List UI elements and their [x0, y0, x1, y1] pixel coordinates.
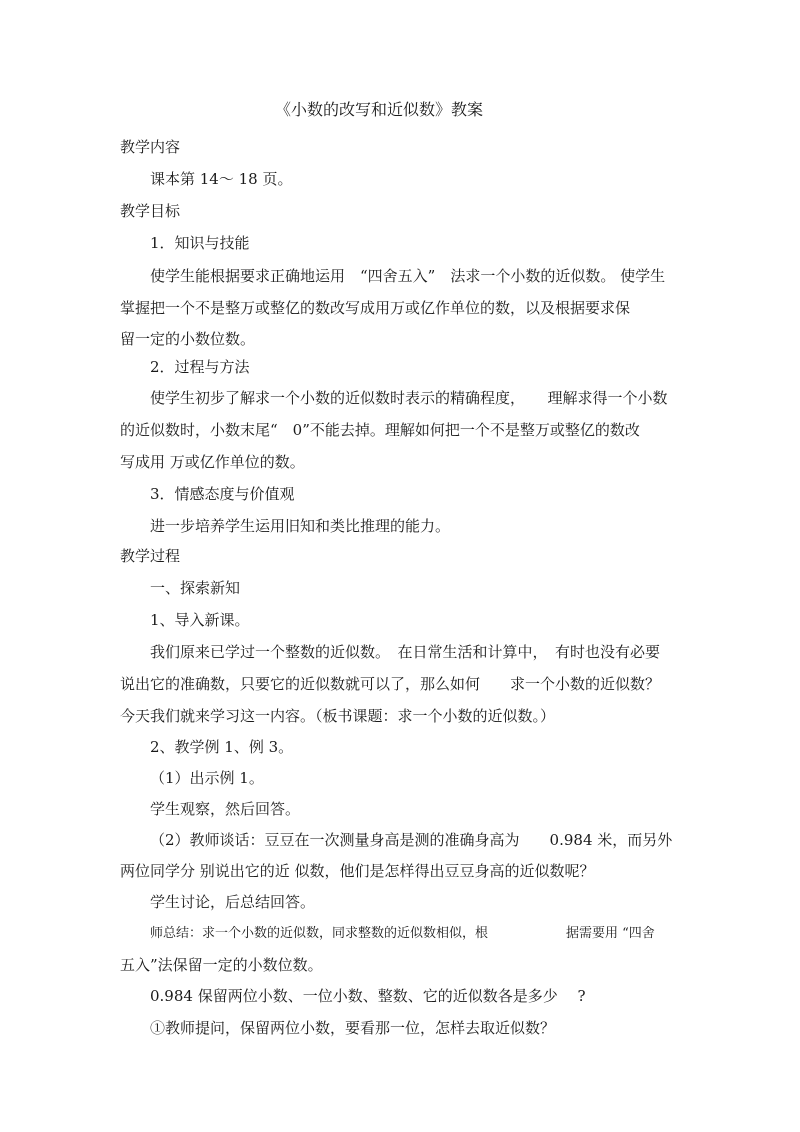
subsection-heading: 3．情感态度与价值观	[150, 485, 295, 503]
subsection-heading: 2、教学例 1、例 3。	[150, 738, 294, 756]
subsection-heading: 2．过程与方法	[150, 358, 250, 376]
paragraph-line: 说出它的准确数，只要它的近似数就可以了，那么如何 求一个小数的近似数？	[120, 675, 661, 693]
paragraph-line: 五入”法保留一定的小数位数。	[120, 956, 323, 974]
paragraph-line: 学生讨论，后总结回答。	[150, 893, 316, 911]
subsection-heading: 一、探索新知	[150, 579, 241, 597]
section-heading: 教学目标	[120, 202, 181, 220]
paragraph-line: 写成用 万或亿作单位的数。	[120, 453, 305, 471]
paragraph-line: 进一步培养学生运用旧知和类比推理的能力。	[150, 517, 451, 535]
paragraph-line: 掌握把一个不是整万或整亿的数改写成用万或亿作单位的数，以及根据要求保	[120, 299, 631, 317]
paragraph-line: ①教师提问，保留两位小数，要看那一位，怎样去取近似数？	[150, 1019, 556, 1037]
subsection-heading: 1、导入新课。	[150, 611, 250, 629]
paragraph-line: 0.984 保留两位小数、一位小数、整数、它的近似数各是多少 ?	[150, 987, 586, 1005]
paragraph-line: 学生观察，然后回答。	[150, 800, 301, 818]
paragraph-line: （1）出示例 1。	[150, 769, 264, 787]
section-heading: 教学过程	[120, 547, 181, 565]
paragraph-line: 的近似数时，小数末尾“ 0”不能去掉。理解如何把一个不是整万或整亿的数改	[120, 421, 640, 439]
paragraph-line: （2）教师谈话：豆豆在一次测量身高是测的准确身高为 0.984 米，而另外	[150, 831, 673, 849]
section-heading: 教学内容	[120, 138, 181, 156]
paragraph-line: 使学生能根据要求正确地运用 “四舍五入” 法求一个小数的近似数。 使学生	[150, 267, 666, 285]
paragraph-line: 师总结：求一个小数的近似数，同求整数的近似数相似，根 据需要用 “四舍	[150, 926, 655, 941]
document-title: 《小数的改写和近似数》教案	[275, 100, 484, 119]
paragraph-line: 留一定的小数位数。	[120, 330, 256, 348]
paragraph-line: 使学生初步了解求一个小数的近似数时表示的精确程度， 理解求得一个小数	[150, 389, 668, 407]
subsection-heading: 1．知识与技能	[150, 234, 250, 252]
paragraph-line: 课本第 14～ 18 页。	[150, 170, 293, 188]
paragraph-line: 我们原来已学过一个整数的近似数。 在日常生活和计算中， 有时也没有必要	[150, 643, 661, 661]
paragraph-line: 今天我们就来学习这一内容。（板书课题：求一个小数的近似数。）	[120, 707, 556, 725]
paragraph-line: 两位同学分 别说出它的近 似数，他们是怎样得出豆豆身高的近似数呢？	[120, 862, 595, 880]
